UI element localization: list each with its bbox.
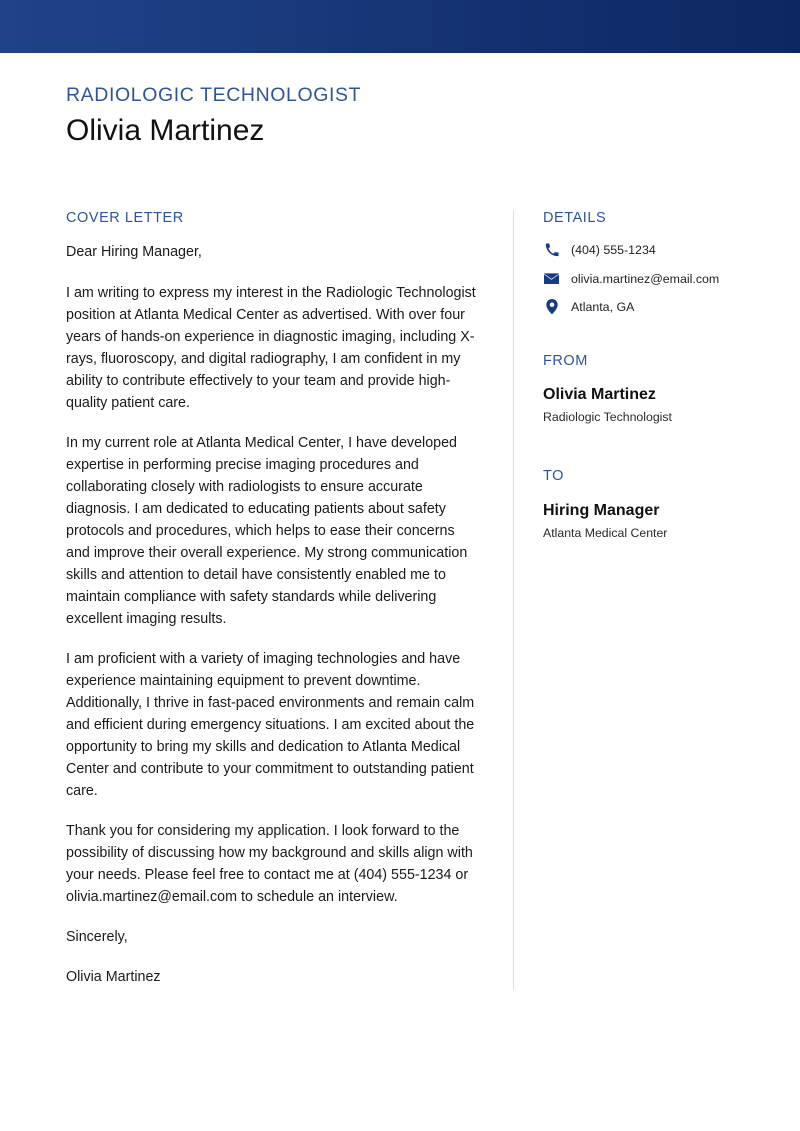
from-block — [543, 353, 763, 426]
phone-icon — [543, 243, 560, 258]
closing-line: Sincerely, — [66, 928, 128, 945]
salutation: Dear Hiring Manager, — [66, 244, 202, 261]
contact-item-location[interactable] — [543, 299, 763, 315]
contact-value-phone: (404) 555-1234 — [571, 243, 656, 258]
document-header — [66, 84, 666, 149]
page-title: Olivia Martinez — [66, 114, 265, 148]
cover-letter-heading: COVER LETTER — [66, 210, 184, 226]
from-name: Olivia Martinez — [543, 386, 656, 404]
letter-paragraph: Thank you for considering my application. I look forward to the possibility of discussing how my background and skills align with your needs. Please feel free to contact me at (404) 555-1234 or olivia.martinez@email.com to schedule an interview. — [66, 822, 473, 905]
contact-item-phone[interactable] — [543, 242, 763, 258]
header-banner — [0, 0, 800, 53]
to-subtitle: Atlanta Medical Center — [543, 525, 668, 540]
contact-value-email: olivia.martinez@email.com — [571, 271, 720, 286]
from-heading: FROM — [543, 352, 588, 369]
contact-item-email[interactable] — [543, 271, 763, 287]
letter-paragraph: I am writing to express my interest in the Radiologic Technologist position at Atlanta Medical Center as advertised. With over four years of hands-on experience in diagnostic imaging, including X-rays, fluoroscopy, and digital radiography, I am confident in my ability to contribute effectively to your team and provide high-quality patient care. — [66, 284, 476, 411]
sidebar-column — [543, 210, 763, 542]
envelope-icon — [543, 271, 560, 286]
contact-list — [543, 242, 763, 314]
to-name: Hiring Manager — [543, 501, 660, 519]
letter-paragraph: In my current role at Atlanta Medical Center, I have developed expertise in performing precise imaging procedures and collaborating closely with radiologists to ensure accurate diagnosis. I am dedicated to educating patients about safety protocols and procedures, which helps to ease their concerns and improve their overall experience. My strong communication skills and attention to detail have consistently enabled me to maintain compliance with safety standards while delivering excellent imaging results. — [66, 434, 468, 627]
cover-letter-column — [66, 210, 482, 988]
to-heading: TO — [543, 468, 564, 485]
to-block — [543, 468, 763, 541]
job-title: RADIOLOGIC TECHNOLOGIST — [66, 84, 362, 106]
column-divider — [513, 210, 514, 990]
details-heading: DETAILS — [543, 210, 607, 226]
location-pin-icon — [543, 299, 560, 314]
letter-paragraph: I am proficient with a variety of imaging technologies and have experience maintaining equipment to prevent downtime. Additionally, I thrive in fast-paced environments and remain calm and efficient during emergency situations. I am excited about the opportunity to bring my skills and dedication to Atlanta Medical Center and contribute to your commitment to outstanding patient care. — [66, 650, 475, 799]
block-spacer — [543, 458, 763, 468]
from-subtitle: Radiologic Technologist — [543, 410, 672, 425]
contact-value-location: Atlanta, GA — [571, 299, 635, 314]
signature-name: Olivia Martinez — [66, 969, 161, 986]
